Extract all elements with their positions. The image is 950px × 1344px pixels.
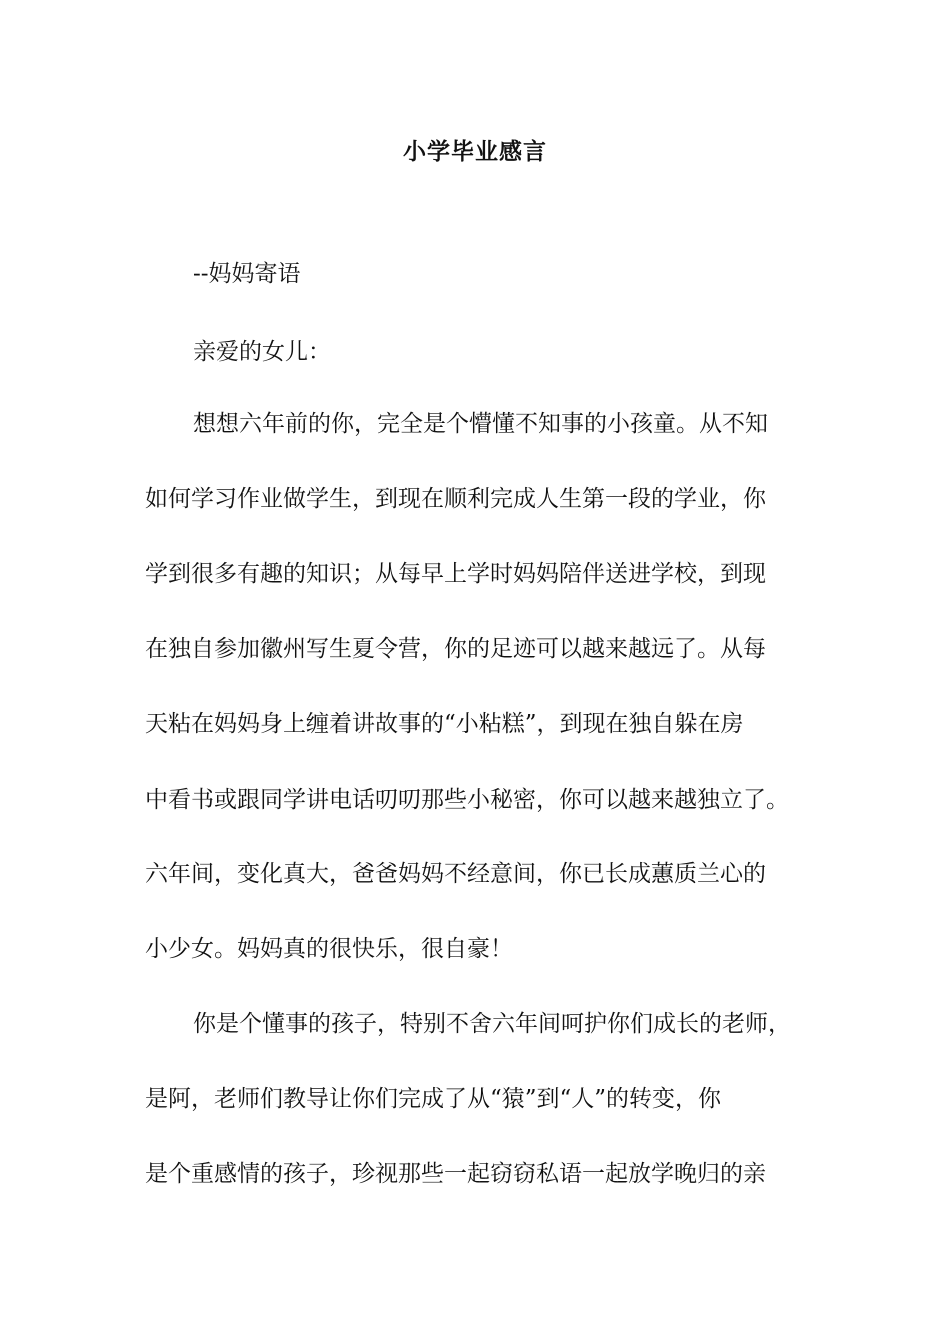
body-line: 在独自参加徽州写生夏令营，你的足迹可以越来越远了。从每	[145, 636, 766, 662]
body-line: 是阿，老师们教导让你们完成了从“猿”到“人”的转变，你	[145, 1086, 722, 1112]
body-line: 中看书或跟同学讲电话叨叨那些小秘密，你可以越来越独立了。	[145, 787, 789, 813]
body-line: 六年间，变化真大，爸爸妈妈不经意间，你已长成蕙质兰心的	[145, 861, 766, 887]
body-line: 学到很多有趣的知识；从每早上学时妈妈陪伴送进学校，到现	[145, 561, 766, 587]
salutation-line: 亲爱的女儿：	[193, 339, 331, 365]
body-line: 想想六年前的你，完全是个懵懂不知事的小孩童。从不知	[193, 411, 768, 437]
body-line: 是个重感情的孩子，珍视那些一起窃窃私语一起放学晚归的亲	[145, 1161, 766, 1187]
body-line: 小少女。妈妈真的很快乐，很自豪！	[145, 936, 513, 962]
body-line: 天粘在妈妈身上缠着讲故事的“小粘糕”，到现在独自躲在房	[145, 711, 744, 737]
body-line: 你是个懂事的孩子，特别不舍六年间呵护你们成长的老师，	[193, 1011, 791, 1037]
document-title: 小学毕业感言	[403, 139, 547, 165]
body-line: 如何学习作业做学生，到现在顺利完成人生第一段的学业，你	[145, 486, 766, 512]
subtitle-line: --妈妈寄语	[193, 261, 301, 287]
